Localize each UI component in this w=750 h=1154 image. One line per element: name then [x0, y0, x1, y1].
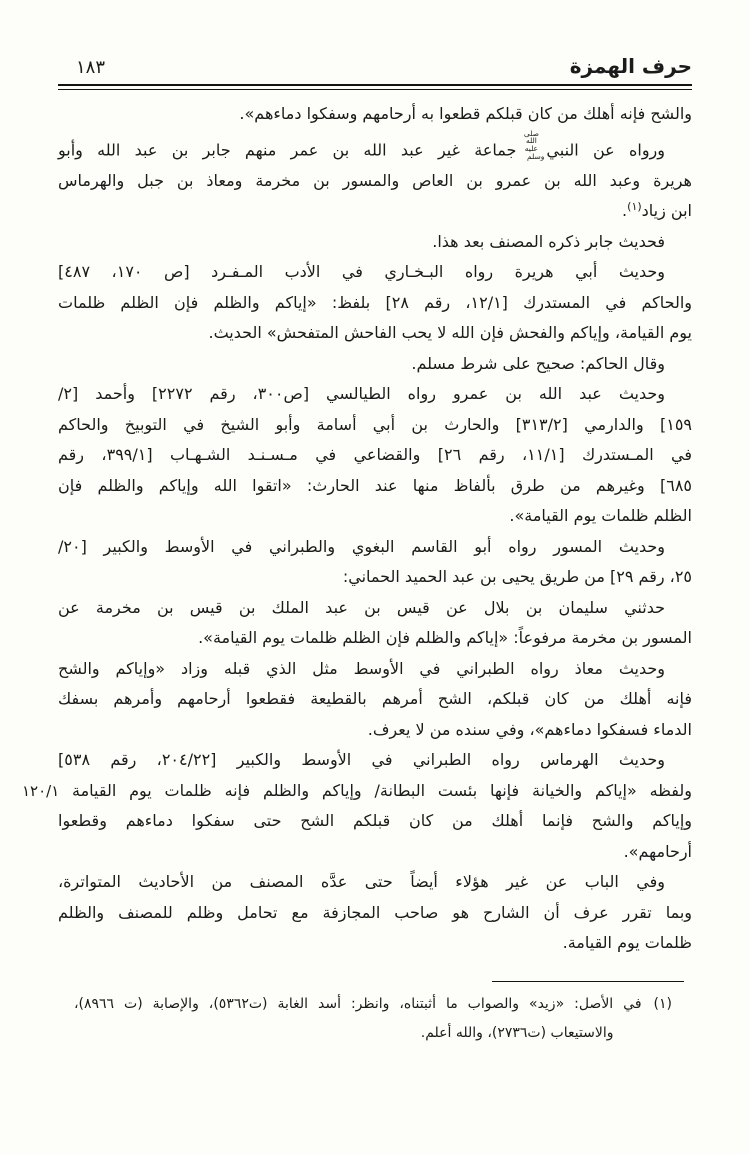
chapter-title: حرف الهمزة [569, 54, 692, 78]
page-header [58, 54, 692, 78]
prophet-honorific: صلى الله عليه وسلم [523, 128, 545, 162]
line-text: . [622, 201, 628, 221]
paragraph [22, 745, 692, 867]
line-text: جماعة غير عبد الله بن عمر منهم جابر بن عبد الله وأبو [58, 140, 517, 160]
body-text [22, 99, 693, 959]
text-line: الدماء فسفكوا دماءهم»، وفي سنده من لا يعرف. [367, 719, 692, 739]
header-rule [58, 84, 692, 90]
footnote-text [74, 990, 642, 1048]
footnote [58, 990, 692, 1048]
text-line: هريرة وعبد الله بن عمرو بن العاص والمسور بن مخرمة ومعاذ بن جبل والهرماس [58, 170, 692, 190]
text-line: وإياكم والشح فإنما أهلك من كان قبلكم الشح حتى سفكوا دماءهم وقطعوا [58, 811, 692, 831]
footnote-reference: (١) [627, 200, 642, 214]
folio-note: ١٢٠/١ [22, 781, 60, 800]
text-line [58, 130, 692, 166]
paragraph [58, 227, 692, 258]
footnote-rule [492, 981, 684, 982]
line-text: ورواه عن النبي [546, 140, 666, 160]
paragraph [58, 593, 692, 654]
text-line: ١٥٩] والدارمي [٣١٣/٢] والحارث بن أبي أسامة وأبو الشيخ في التوبيخ والحاكم [58, 414, 692, 434]
text-line: وحديث الهرماس رواه الطبراني في الأوسط والكبير [٢٠٤/٢٢، رقم ٥٣٨] [58, 750, 666, 770]
text-line [22, 776, 692, 807]
footnote-marker: (١) [653, 995, 672, 1012]
line-text: ولفظه «إياكم والخيانة فإنها بئست البطانة/ وإياكم والظلم فإنه ظلمات يوم القيامة [72, 780, 692, 800]
text-line: المسور بن مخرمة مرفوعاً: «إياكم والظلم فإن الظلم ظلمات يوم القيامة». [198, 628, 692, 648]
paragraph [58, 349, 692, 380]
paragraph [58, 257, 692, 349]
text-line: والحاكم في المستدرك [١٢/١، رقم ٢٨] بلفظ: «إياكم والظلم فإن الظلم ظلمات [58, 292, 693, 312]
text-line: الظلم ظلمات يوم القيامة». [509, 506, 692, 526]
paragraph [58, 532, 692, 593]
text-line: حدثني سليمان بن بلال عن قيس بن عبد الملك بن قيس بن مخرمة عن [58, 597, 665, 617]
text-line: فإنه أهلك من كان قبلكم، الشح أمرهم بالقطيعة فقطعوا أرحامهم وأمرهم بسفك [58, 689, 692, 709]
text-line: وحديث أبي هريرة رواه البـخـاري في الأدب المـفـرد [ص ١٧٠، ٤٨٧] [58, 262, 666, 282]
text-line: أرحامهم». [623, 841, 692, 861]
text-line: فحديث جابر ذكره المصنف بعد هذا. [432, 231, 665, 251]
text-line: وقال الحاكم: صحيح على شرط مسلم. [411, 353, 665, 373]
book-page [0, 54, 750, 1154]
text-line: ٢٥، رقم ٢٩] من طريق يحيى بن عبد الحميد الحماني: [342, 567, 692, 587]
paragraph [58, 867, 692, 959]
text-line: وحديث معاذ رواه الطبراني في الأوسط مثل الذي قبله وزاد «وإياكم والشح [58, 658, 665, 678]
page-content [0, 54, 750, 1048]
text-line: ظلمات يوم القيامة. [562, 933, 692, 953]
text-line: في المـستدرك [١١/١، رقم ٢٦] والقضاعي في مـسـنـد الشـهـاب [٣٩٩/١، رقم [58, 445, 693, 465]
text-line: والشح فإنه أهلك من كان قبلكم قطعوا به أرحامهم وسفكوا دماءهم». [239, 104, 692, 123]
text-line: يوم القيامة، وإياكم والفحش فإن الله لا يحب الفاحش المتفحش» الحديث. [208, 323, 692, 343]
footnote-line: في الأصل: «زيد» والصواب ما أثبتناه، وانظر: أسد الغابة (ت٥٣٦٢)، والإصابة (ت ٨٩٦٦)، [74, 995, 642, 1012]
paragraph [58, 130, 692, 227]
page-number: ١٨٣ [76, 57, 106, 78]
text-line: وحديث عبد الله بن عمرو رواه الطيالسي [ص٣٠٠، رقم ٢٢٧٢] وأحمد [٢/ [58, 384, 666, 404]
line-text: ابن زياد [641, 201, 692, 221]
text-line: وحديث المسور رواه أبو القاسم البغوي والطبراني في الأوسط والكبير [٢٠/ [58, 536, 665, 556]
text-line: وبما تقرر عرف أن الشارح هو صاحب المجازفة مع تحامل وظلم للمصنف والظلم [58, 902, 692, 922]
paragraph [58, 99, 692, 130]
paragraph [58, 654, 692, 746]
paragraph [58, 379, 692, 532]
text-line: وفي الباب عن غير هؤلاء أيضاً حتى عدَّه المصنف من الأحاديث المتواترة، [58, 872, 665, 892]
footnote-line: والاستيعاب (ت٢٧٣٦)، والله أعلم. [420, 1024, 614, 1041]
text-line [58, 196, 692, 227]
text-line: ٦٨٥] وغيرهم من طرق بألفاظ منها عند الحارث: «اتقوا الله وإياكم والظلم فإن [58, 475, 692, 495]
